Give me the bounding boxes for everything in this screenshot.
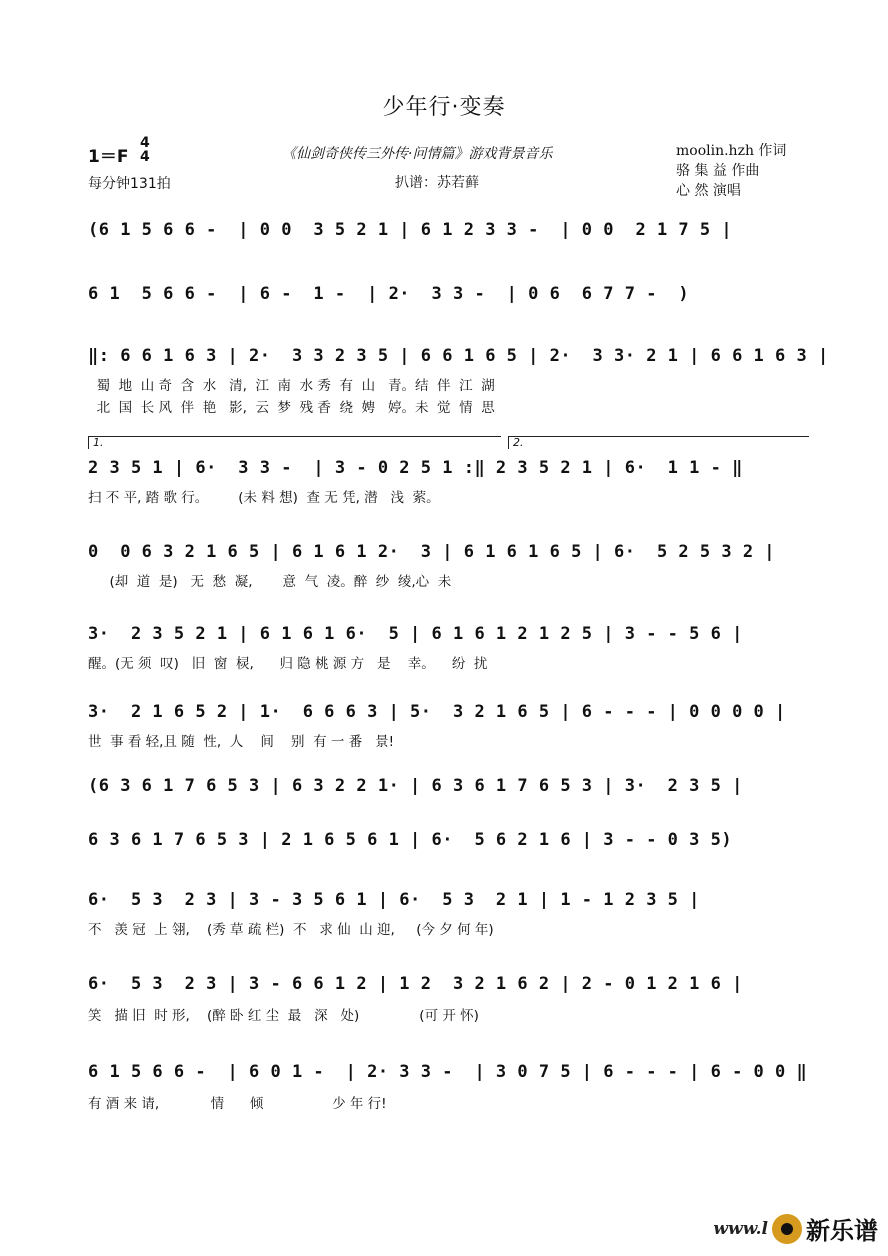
notation: 2 3 5 1 | 6· 3 3 - | 3 - 0 2 5 1 :‖ 2 3 5 2 1 | 6· 1 1 - ‖ xyxy=(88,458,743,478)
lyric-line: 醒。(无 须 叹) 旧 窗 棂, 归 隐 桃 源 方 是 幸。 纷 扰 xyxy=(88,656,488,672)
notation: 6 3 6 1 7 6 5 3 | 2 1 6 5 6 1 | 6· 5 6 2 1 6 | 3 - - 0 3 5) xyxy=(88,830,733,850)
score-line xyxy=(88,624,808,672)
notation: 6 1 5 6 6 - | 6 0 1 - | 2· 3 3 - | 3 0 7 5 | 6 - - - | 6 - 0 0 ‖ xyxy=(88,1062,808,1082)
notation: (6 1 5 6 6 - | 0 0 3 5 2 1 | 6 1 2 3 3 - | 0 0 2 1 7 5 | xyxy=(88,220,733,240)
key-signature: 1＝F xyxy=(88,147,129,167)
song-title: 少年行·变奏 xyxy=(382,95,506,120)
singer-credit: 心 然 演唱 xyxy=(676,183,741,199)
meter-bottom: 4 xyxy=(140,149,150,165)
notation: 6 1 5 6 6 - | 6 - 1 - | 2· 3 3 - | 0 6 6 7 7 - ) xyxy=(88,284,690,304)
lyric-line: (却 道 是) 无 愁 凝, 意 气 凌。醉 纱 绫,心 未 xyxy=(88,574,452,590)
record-disc-icon xyxy=(772,1214,802,1244)
score-line xyxy=(88,974,808,1024)
lyric-line: 笑 描 旧 时 形, (醉 卧 红 尘 最 深 处) (可 开 怀) xyxy=(88,1008,479,1024)
score-line xyxy=(88,220,808,254)
lyric-line-verse-1: 蜀 地 山 奇 含 水 清, 江 南 水 秀 有 山 青。结 伴 江 湖 xyxy=(88,378,495,394)
composer-credit: 骆 集 益 作曲 xyxy=(676,163,760,179)
meter-top: 4 xyxy=(140,135,150,151)
score-line xyxy=(88,1062,808,1112)
tempo-marking: 每分钟131拍 xyxy=(88,176,171,192)
score-line xyxy=(88,284,808,318)
score-line xyxy=(88,776,808,810)
watermark-url: www.l xyxy=(713,1218,768,1239)
score-line xyxy=(88,346,829,416)
second-ending-bracket: 2. xyxy=(508,436,809,449)
site-watermark xyxy=(713,1211,878,1246)
notation: 0 0 6 3 2 1 6 5 | 6 1 6 1 2· 3 | 6 1 6 1 6 5 | 6· 5 2 5 3 2 | xyxy=(88,542,776,562)
notation: 6· 5 3 2 3 | 3 - 6 6 1 2 | 1 2 3 2 1 6 2 | 2 - 0 1 2 1 6 | xyxy=(88,974,743,994)
lyric-line: 世 事 看 轻,且 随 性, 人 间 别 有 一 番 景! xyxy=(88,734,394,750)
score-line xyxy=(88,458,808,506)
subtitle: 《仙剑奇侠传三外传·问情篇》游戏背景音乐 xyxy=(282,146,553,162)
lyricist-credit: moolin.hzh 作词 xyxy=(676,143,787,159)
first-ending-bracket: 1. xyxy=(88,436,501,449)
notation: 3· 2 3 5 2 1 | 6 1 6 1 6· 5 | 6 1 6 1 2 1 2 5 | 3 - - 5 6 | xyxy=(88,624,743,644)
time-signature xyxy=(140,136,150,164)
notation: ‖: 6 6 1 6 3 | 2· 3 3 2 3 5 | 6 6 1 6 5 | 2· 3 3· 2 1 | 6 6 1 6 3 | xyxy=(88,346,829,366)
transcriber-credit: 扒谱：苏若藓 xyxy=(395,175,479,191)
notation: 6· 5 3 2 3 | 3 - 3 5 6 1 | 6· 5 3 2 1 | 1 - 1 2 3 5 | xyxy=(88,890,700,910)
watermark-brand: 新乐谱 xyxy=(806,1217,878,1245)
notation: (6 3 6 1 7 6 5 3 | 6 3 2 2 1· | 6 3 6 1 7 6 5 3 | 3· 2 3 5 | xyxy=(88,776,743,796)
lyric-line: 扫 不 平, 踏 歌 行。 (未 料 想) 查 无 凭, 潜 浅 萦。 xyxy=(88,490,440,506)
lyric-line: 有 酒 来 请, 情 倾 少 年 行! xyxy=(88,1096,387,1112)
score-line xyxy=(88,702,808,750)
notation: 3· 2 1 6 5 2 | 1· 6 6 6 3 | 5· 3 2 1 6 5 | 6 - - - | 0 0 0 0 | xyxy=(88,702,786,722)
lyric-line: 不 羡 冠 上 翎, (秀 草 疏 栏) 不 求 仙 山 迎, (今 夕 何 年) xyxy=(88,922,494,938)
lyric-line-verse-2: 北 国 长 风 伴 艳 影, 云 梦 残 香 绕 娉 婷。未 觉 情 思 xyxy=(88,400,495,416)
score-line xyxy=(88,542,808,590)
volta-brackets xyxy=(88,436,808,452)
score-line xyxy=(88,830,808,864)
score-line xyxy=(88,890,808,938)
